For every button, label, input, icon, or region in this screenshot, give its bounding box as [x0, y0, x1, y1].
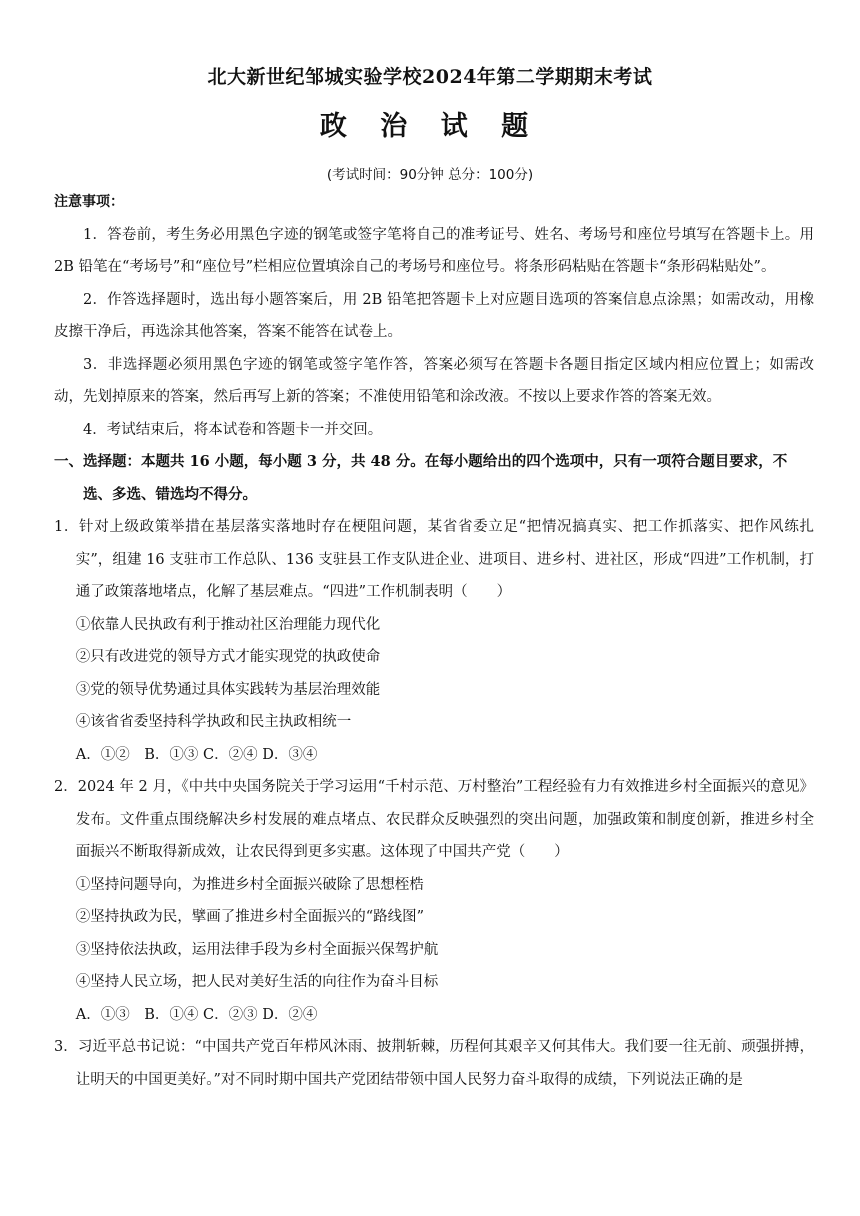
section-heading: 一、选择题：本题共 16 小题，每小题 3 分，共 48 分。在每小题给出的四个选项中，只有一项符合题目要求，不选、多选、错选均不得分。 [54, 453, 788, 503]
question-3 [54, 1031, 814, 1096]
question-statement: ①依靠人民执政有利于推动社区治理能力现代化 [75, 616, 381, 633]
notice-item: 4．考试结束后，将本试卷和答题卡一并交回。 [83, 421, 383, 438]
exam-time-score-info: (考试时间：90分钟 总分：100分) [326, 167, 534, 183]
notice-heading: 注意事项： [54, 194, 124, 210]
notice-item: 1．答卷前，考生务必用黑色字迹的钢笔或签字笔将自己的准考证号、姓名、考场号和座位号填写在答题卡上。用 2B 铅笔在“考场号”和“座位号”栏相应位置填涂自己的考场号和座位号。将条形码粘贴在答题卡“条形码粘贴处”。 [54, 226, 814, 275]
question-statement: ①坚持问题导向，为推进乡村全面振兴破除了思想桎梏 [75, 876, 424, 893]
notice-item: 2．作答选择题时，选出每小题答案后，用 2B 铅笔把答题卡上对应题目选项的答案信息点涂黑；如需改动，用橡皮擦干净后，再选涂其他答案，答案不能答在试卷上。 [54, 291, 814, 340]
exam-content [54, 186, 814, 1096]
notice-item: 3．非选择题必须用黑色字迹的钢笔或签字笔作答，答案必须写在答题卡各题目指定区域内相应位置上；如需改动，先划掉原来的答案，然后再写上新的答案；不准使用铅笔和涂改液。不按以上要求作答的答案无效。 [54, 356, 814, 405]
question-statement: ③党的领导优势通过具体实践转为基层治理效能 [75, 681, 381, 698]
question-2 [54, 771, 814, 1031]
question-statement: ④坚持人民立场，把人民对美好生活的向往作为奋斗目标 [75, 974, 439, 990]
question-statement: ②只有改进党的领导方式才能实现党的执政使命 [75, 649, 381, 665]
subject-title: 政 治 试 题 [319, 111, 541, 142]
question-stem: 3．习近平总书记说：“中国共产党百年栉风沐雨、披荆斩棘，历程何其艰辛又何其伟大。我们要一往无前、顽强拼搏，让明天的中国更美好。”对不同时期中国共产党团结带领中国人民努力奋斗取得的成绩，下列说法正确的是 [54, 1039, 814, 1088]
question-stem: 1．针对上级政策举措在基层落实落地时存在梗阻问题，某省省委立足“把情况搞真实、把工作抓落实、把作风练扎实”，组建 16 支驻市工作总队、136 支驻县工作支队进企业、进项目、进乡村、进社区，形成“四进”工作机制，打通了政策落地堵点，化解了基层难点。“四进”工作机制表明（ ） [54, 519, 814, 600]
question-statement: ③坚持依法执政，运用法律手段为乡村全面振兴保驾护航 [75, 941, 439, 958]
answer-choices: A．①③ B．①④ C．②③ D．②④ [75, 1006, 318, 1023]
question-statement: ②坚持执政为民，擘画了推进乡村全面振兴的“路线图” [75, 909, 425, 925]
school-exam-title: 北大新世纪邹城实验学校2024年第二学期期末考试 [207, 66, 653, 88]
answer-choices: A．①② B．①③ C．②④ D．③④ [75, 746, 318, 763]
question-stem: 2．2024 年 2 月，《中共中央国务院关于学习运用“千村示范、万村整治”工程经验有力有效推进乡村全面振兴的意见》发布。文件重点围绕解决乡村发展的难点堵点、农民群众反映强烈的突出问题，加强政策和制度创新，推进乡村全面振兴不断取得新成效，让农民得到更多实惠。这体现了中国共产党（ ） [54, 779, 814, 860]
question-statement: ④该省省委坚持科学执政和民主执政相统一 [75, 714, 352, 730]
question-1 [54, 511, 814, 771]
